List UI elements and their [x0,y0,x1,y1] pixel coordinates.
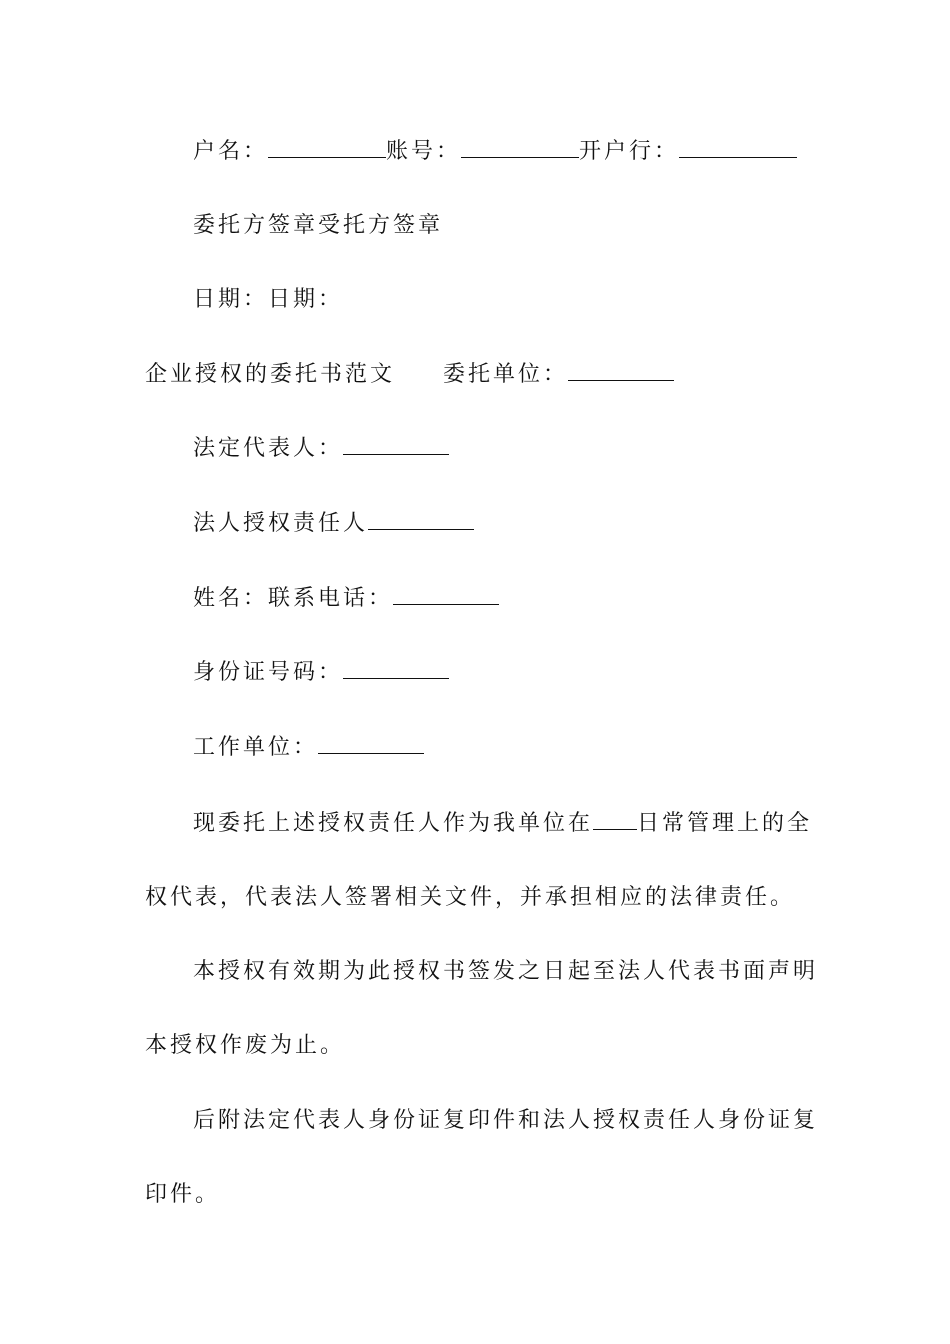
paragraph-1-line-1 [193,809,812,839]
account-name-blank[interactable] [268,137,386,158]
work-unit-line [193,733,424,763]
paragraph-1-line-2: 权代表，代表法人签署相关文件，并承担相应的法律责任。 [145,885,796,910]
phone-blank[interactable] [393,584,499,605]
work-unit-blank[interactable] [318,733,424,754]
date-line: 日期：日期： [193,287,344,312]
paragraph-2-line-1: 本授权有效期为此授权书签发之日起至法人代表书面声明 [193,959,819,984]
paragraph-2-line-2: 本授权作废为止。 [145,1033,346,1058]
legal-rep-line [193,434,449,464]
id-number-line [193,658,449,688]
auth-person-blank[interactable] [368,509,474,530]
title-line [145,360,674,390]
signature-line: 委托方签章受托方签章 [193,213,444,238]
entrusting-unit-blank[interactable] [568,360,674,381]
auth-person-label: 法人授权责任人 [193,511,369,536]
id-number-label: 身份证号码： [193,660,344,685]
account-info-line [193,137,797,167]
account-number-label: 账号： [386,139,462,164]
paragraph-3-line-2: 印件。 [145,1182,221,1207]
document-title: 企业授权的委托书范文 [145,362,396,387]
id-number-blank[interactable] [343,658,449,679]
bank-label: 开户行： [579,139,680,164]
paragraph-3-line-1: 后附法定代表人身份证复印件和法人授权责任人身份证复 [193,1108,819,1133]
auth-person-line [193,509,474,539]
entrusting-unit-label: 委托单位： [443,362,569,387]
name-phone-label: 姓名：联系电话： [193,586,394,611]
account-name-label: 户名： [193,139,269,164]
legal-rep-label: 法定代表人： [193,436,344,461]
work-unit-label: 工作单位： [193,735,319,760]
paragraph-1-text-after: 日常管理上的全 [637,811,813,836]
name-phone-line [193,584,499,614]
legal-rep-blank[interactable] [343,434,449,455]
paragraph-1-blank[interactable] [593,809,637,830]
paragraph-1-text-before: 现委托上述授权责任人作为我单位在 [193,811,594,836]
account-number-blank[interactable] [461,137,579,158]
bank-blank[interactable] [679,137,797,158]
